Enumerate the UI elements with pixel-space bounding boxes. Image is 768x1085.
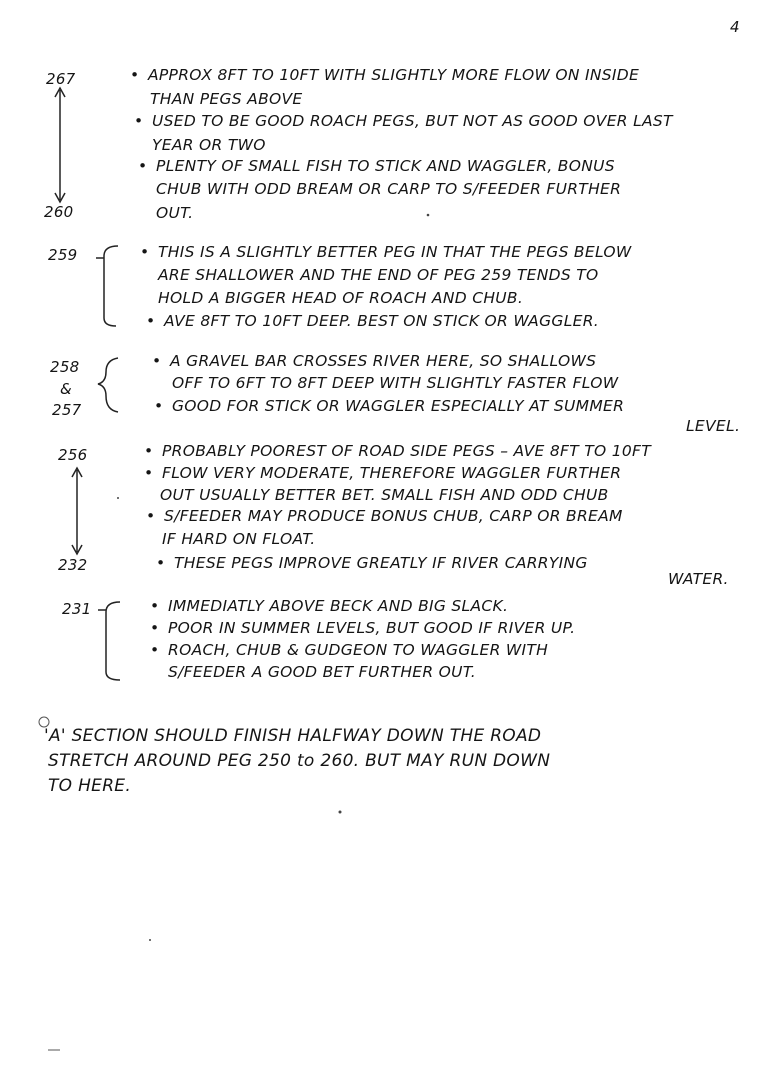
note-line: • THIS IS A SLIGHTLY BETTER PEG IN THAT THE PEGS BELOW: [140, 243, 632, 261]
peg-bracket-258-257: [98, 358, 118, 412]
peg-number: 258: [50, 358, 80, 376]
note-line: • FLOW VERY MODERATE, THEREFORE WAGGLER FURTHER: [144, 464, 622, 482]
peg-number: 231: [62, 600, 92, 618]
peg-bracket-259: [96, 246, 118, 326]
footnote-line: 'A' SECTION SHOULD FINISH HALFWAY DOWN THE ROAD: [44, 726, 542, 746]
note-line: • APPROX 8FT TO 10FT WITH SLIGHTLY MORE FLOW ON INSIDE: [130, 66, 640, 84]
note-line: WATER.: [668, 570, 729, 588]
note-line: • A GRAVEL BAR CROSSES RIVER HERE, SO SHALLOWS: [152, 352, 597, 370]
note-line: IF HARD ON FLOAT.: [162, 530, 316, 548]
note-line: S/FEEDER A GOOD BET FURTHER OUT.: [168, 663, 476, 681]
peg-number: &: [60, 380, 72, 398]
note-line: • POOR IN SUMMER LEVELS, BUT GOOD IF RIVER UP.: [150, 619, 576, 637]
peg-number: 257: [52, 401, 82, 419]
note-line: LEVEL.: [686, 417, 741, 435]
note-line: • GOOD FOR STICK OR WAGGLER ESPECIALLY AT SUMMER: [154, 397, 625, 415]
note-line: • PLENTY OF SMALL FISH TO STICK AND WAGGLER, BONUS: [138, 157, 615, 175]
note-line: • THESE PEGS IMPROVE GREATLY IF RIVER CARRYING: [156, 554, 588, 572]
note-line: OUT USUALLY BETTER BET. SMALL FISH AND ODD CHUB: [160, 486, 609, 504]
peg-number: 259: [48, 246, 78, 264]
note-line: • ROACH, CHUB & GUDGEON TO WAGGLER WITH: [150, 641, 549, 659]
note-line: • S/FEEDER MAY PRODUCE BONUS CHUB, CARP OR BREAM: [146, 507, 623, 525]
note-line: • IMMEDIATLY ABOVE BECK AND BIG SLACK.: [150, 597, 509, 615]
peg-range-arrow-2: [72, 468, 82, 554]
peg-range-arrow-1: [55, 88, 65, 202]
note-line: • AVE 8FT TO 10FT DEEP. BEST ON STICK OR WAGGLER.: [146, 312, 600, 330]
note-line: • USED TO BE GOOD ROACH PEGS, BUT NOT AS GOOD OVER LAST: [134, 112, 673, 130]
peg-bracket-231: [98, 602, 120, 680]
note-line: THAN PEGS ABOVE: [150, 90, 303, 108]
note-line: OUT.: [156, 204, 194, 222]
footnote-line: TO HERE.: [48, 776, 132, 796]
note-line: CHUB WITH ODD BREAM OR CARP TO S/FEEDER FURTHER: [156, 180, 622, 198]
footnote-line: STRETCH AROUND PEG 250 to 260. BUT MAY RUN DOWN: [48, 751, 551, 771]
peg-number: 256: [58, 446, 88, 464]
peg-number: 267: [46, 70, 76, 88]
peg-number: 260: [44, 203, 74, 221]
note-line: YEAR OR TWO: [152, 136, 266, 154]
peg-number: 232: [58, 556, 88, 574]
page-number: 4: [730, 18, 740, 36]
note-line: ARE SHALLOWER AND THE END OF PEG 259 TENDS TO: [158, 266, 599, 284]
note-line: • PROBABLY POOREST OF ROAD SIDE PEGS – AVE 8FT TO 10FT: [144, 442, 652, 460]
note-line: HOLD A BIGGER HEAD OF ROACH AND CHUB.: [158, 289, 524, 307]
note-line: OFF TO 6FT TO 8FT DEEP WITH SLIGHTLY FASTER FLOW: [172, 374, 619, 392]
